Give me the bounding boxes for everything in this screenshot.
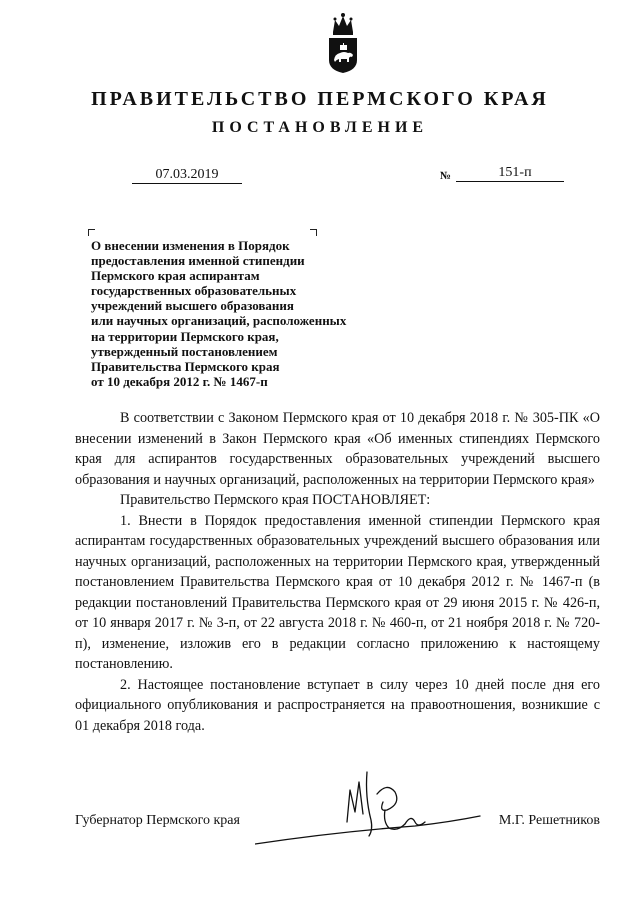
subject-line: предоставления именной стипендии (91, 253, 305, 269)
number-sign: № (440, 170, 452, 182)
document-type: ПОСТАНОВЛЕНИЕ (211, 119, 429, 136)
body-paragraph: В соответствии с Законом Пермского края от 10 декабря 2018 г. № 305-ПК «О внесении изменений в Закон Пермского края «Об именных стипендиях Пермского края для аспирантов государственных образовательных учреждений высшего образования и научных организаций, расположенных на территории Пермского края» (75, 410, 600, 488)
body-paragraph: 2. Настоящее постановление вступает в силу через 10 дней после дня его официального опубликования и распространяется на правоотношения, возникшие с 01 декабря 2018 года. (75, 676, 600, 734)
document-body (75, 408, 600, 736)
subject-corner-right (310, 229, 317, 236)
organization-title: ПРАВИТЕЛЬСТВО ПЕРМСКОГО КРАЯ (91, 88, 549, 110)
subject-line: от 10 декабря 2012 г. № 1467-п (91, 373, 268, 389)
body-paragraph: Правительство Пермского края ПОСТАНОВЛЯЕТ: (120, 492, 431, 508)
subject-line: утвержденный постановлением (91, 343, 278, 359)
subject-line: Пермского края аспирантам (91, 268, 260, 284)
subject-line: на территории Пермского края, (91, 328, 279, 344)
subject-line: Правительства Пермского края (91, 358, 280, 374)
subject-corner-left (88, 229, 95, 236)
signer-name: М.Г. Решетников (498, 813, 600, 828)
coat-of-arms-icon (326, 10, 360, 74)
subject-line: учреждений высшего образования (91, 298, 294, 314)
subject-line: О внесении изменения в Порядок (91, 238, 290, 253)
subject-line: государственных образовательных (91, 283, 297, 299)
document-date: 07.03.2019 (132, 167, 242, 184)
document-number: 151-п (456, 165, 564, 182)
subject-line: или научных организаций, расположенных (91, 313, 347, 329)
body-paragraph: 1. Внести в Порядок предоставления именной стипендии Пермского края аспирантам государственных образовательных учреждений высшего образования или научных организаций, расположенных на территории Пермского края, утвержденный постановлением Правительства Пермского края от 10 декабря 2012 г. № 1467-п (в редакции постановлений Правительства Пермского края от 29 июня 2015 г. № 426-п, от 10 января 2017 г. № 3-п, от 22 августа 2018 г. № 460-п, от 21 ноября 2018 г. № 720-п), изменение, изложив его в редакции согласно приложению к настоящему постановлению. (75, 512, 600, 672)
document-subject (91, 238, 411, 389)
handwritten-signature-icon (255, 752, 485, 852)
signer-title: Губернатор Пермского края (75, 813, 240, 828)
